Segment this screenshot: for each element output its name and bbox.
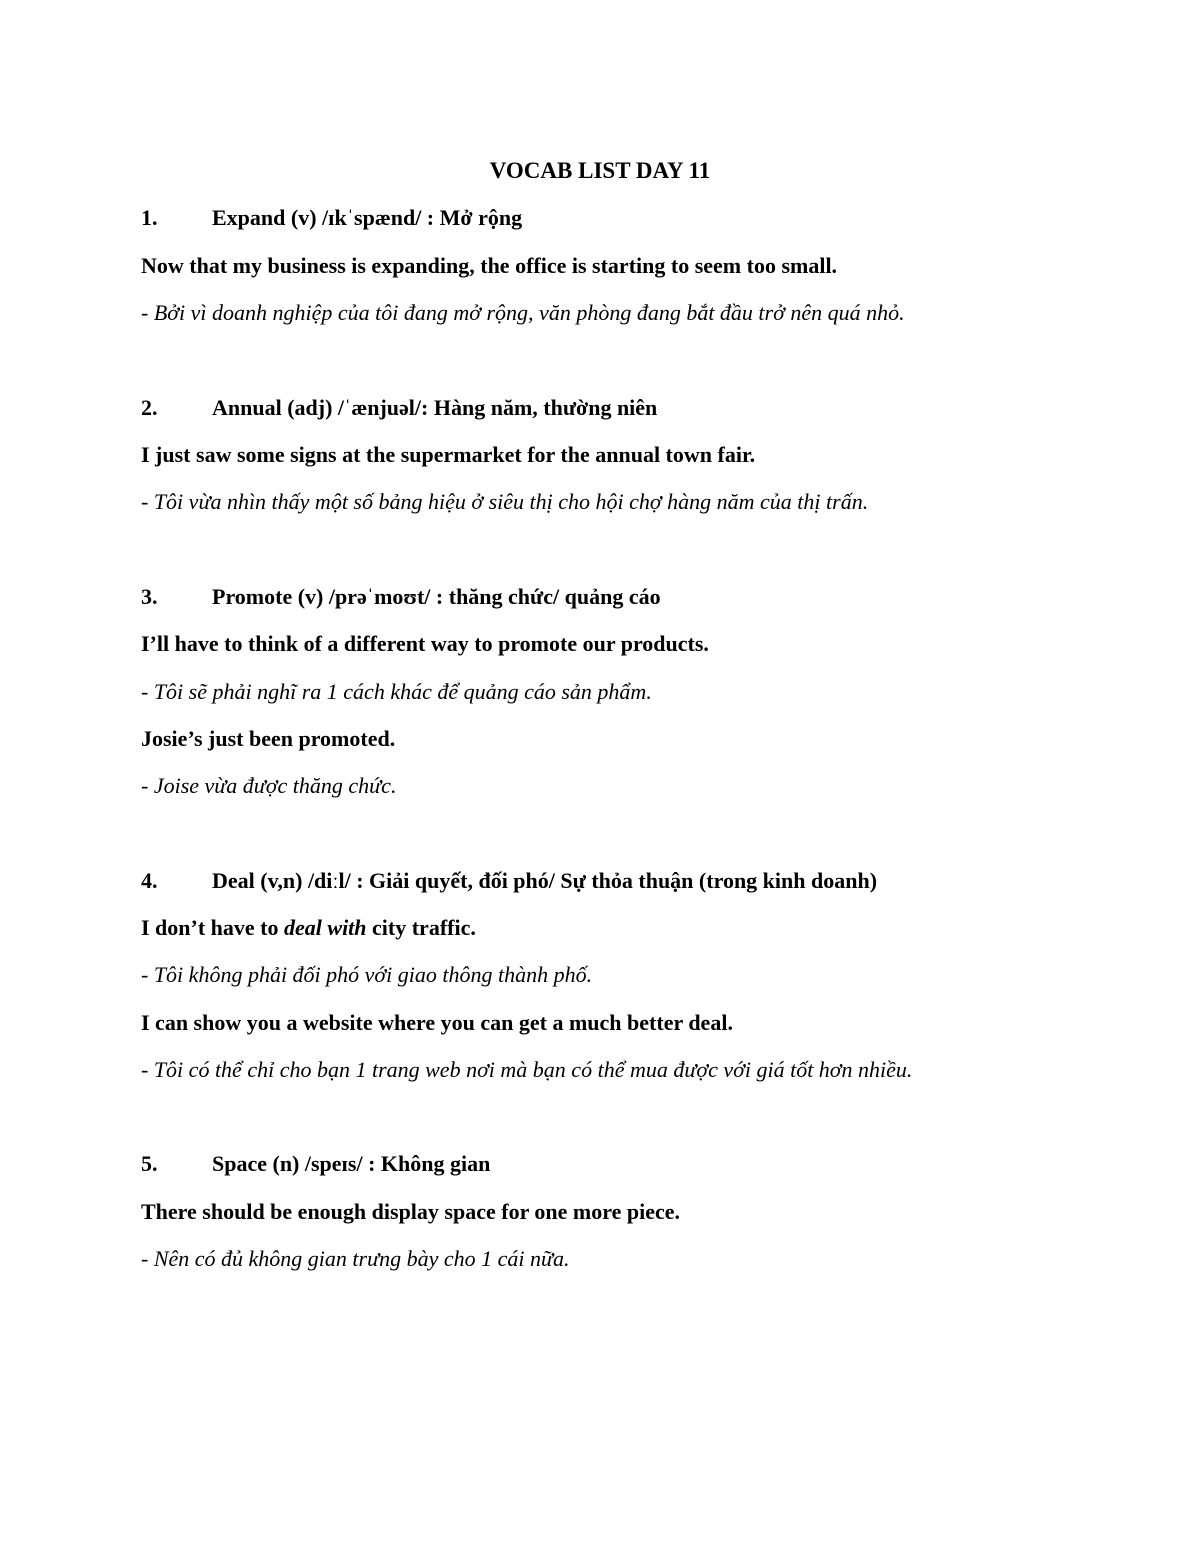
example-text: city traffic. (366, 915, 476, 940)
entry-term: Promote (v) /prəˈmoʊt/ : thăng chức/ quảng cáo (212, 584, 661, 609)
entry-term: Expand (v) /ɪkˈspænd/ : Mở rộng (212, 205, 523, 230)
entry-2-heading (141, 393, 1141, 423)
entry-term: Annual (adj) /ˈænjuəl/: Hàng năm, thường niên (212, 395, 658, 420)
entry-3-heading (141, 582, 1141, 612)
entry-term: Space (n) /speɪs/ : Không gian (212, 1151, 491, 1176)
entry-number: 1. (141, 205, 158, 230)
example-english: I can show you a website where you can get a much better deal. (141, 1010, 733, 1035)
example-english: Now that my business is expanding, the office is starting to seem too small. (141, 253, 838, 278)
example-vietnamese: - Tôi không phải đối phó với giao thông thành phố. (141, 962, 593, 987)
entry-5-heading (141, 1149, 1141, 1179)
entry-4-heading (141, 866, 1141, 896)
example-english: Josie’s just been promoted. (141, 726, 396, 751)
entry-1-heading (141, 203, 1141, 233)
example-vietnamese: - Bởi vì doanh nghiệp của tôi đang mở rộng, văn phòng đang bắt đầu trở nên quá nhỏ. (141, 300, 905, 325)
example-english: There should be enough display space for one more piece. (141, 1199, 681, 1224)
example-english: I’ll have to think of a different way to promote our products. (141, 631, 709, 656)
entry-number: 3. (141, 584, 158, 609)
example-text: I don’t have to (141, 915, 285, 940)
example-vietnamese: - Tôi sẽ phải nghĩ ra 1 cách khác để quảng cáo sản phẩm. (141, 679, 652, 704)
document-title: VOCAB LIST DAY 11 (489, 158, 711, 183)
example-vietnamese: - Nên có đủ không gian trưng bày cho 1 cái nữa. (141, 1246, 570, 1271)
example-english: I just saw some signs at the supermarket for the annual town fair. (141, 442, 756, 467)
entry-number: 5. (141, 1151, 158, 1176)
example-vietnamese: - Tôi có thể chỉ cho bạn 1 trang web nơi mà bạn có thể mua được với giá tốt hơn nhiều. (141, 1057, 913, 1082)
example-english (141, 913, 1141, 943)
entry-number: 2. (141, 395, 158, 420)
example-vietnamese: - Joise vừa được thăng chức. (141, 773, 397, 798)
emphasized-phrase: deal with (284, 915, 367, 940)
entry-number: 4. (141, 868, 158, 893)
entry-term: Deal (v,n) /diːl/ : Giải quyết, đối phó/ Sự thỏa thuận (trong kinh doanh) (212, 868, 878, 893)
example-vietnamese: - Tôi vừa nhìn thấy một số bảng hiệu ở siêu thị cho hội chợ hàng năm của thị trấn. (141, 489, 869, 514)
